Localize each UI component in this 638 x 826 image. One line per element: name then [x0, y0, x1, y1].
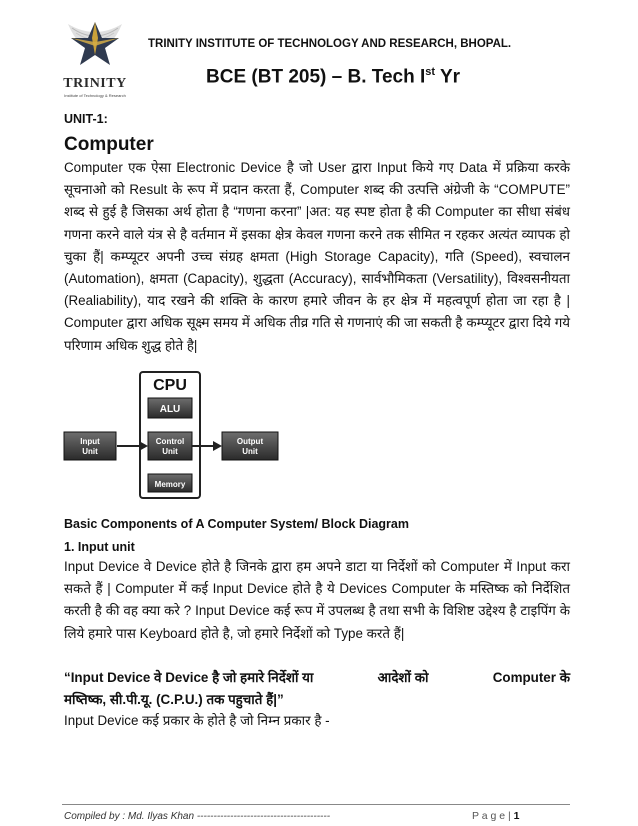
input-unit-paragraph: Input Device वे Device होते है जिनके द्वारा हम अपने डाटा या निर्देशों को Computer में Input करा सकते हैं | Computer में कई Input Device होते है ये Devices Computer के मस्तिष्क को निर्देशित करती है की वह क्या करे ? Input Device कई रूप में उपलब्ध है तथा सभी के विशिष्ट उद्देश्य है टाइपिंग के लिये हमारे पास Keyboard होते है, जो हमारे निर्देशों को Type करते हैं|	[64, 559, 570, 641]
footer-divider	[62, 804, 570, 805]
section-title: Computer	[64, 134, 154, 155]
course-title-main: BCE (BT 205) – B. Tech I	[206, 66, 426, 88]
input-unit-heading: 1. Input unit	[64, 540, 135, 554]
logo-wordmark: TRINITY	[63, 76, 127, 91]
star-emblem-icon	[62, 18, 128, 76]
intro-paragraph: Computer एक ऐसा Electronic Device है जो User द्वारा Input किये गए Data में प्रक्रिया करके सूचनाओ को Result के रूप में प्रदान करता हैं, Computer शब्द की उत्पत्ति अंग्रेजी के “COMPUTE” शब्द से हुई है जिसका अर्थ होता है “गणना करना” |अत: यह स्पष्ट होता है की Computer का सीधा संबंध गणना करने वाले यंत्र से है वर्तमान में इसका क्षेत्र केवल गणना करने तक सीमित न रहकर अत्यंत व्यापक हो चुका हैं| कम्प्यूटर अपनी उच्च संग्रह क्षमता (High Storage Capacity), गति (Speed), स्वचालन (Automation), क्षमता (Capacity), शुद्धता (Accuracy), सार्वभौमिकता (Versatility), विश्वसनीयता (Realiability), याद रखने की शक्ति के कारण हमारे जीवन के हर क्षेत्र में महत्वपूर्ण होता जा रहा है | Computer द्वारा अधिक सूक्ष्म समय में अधिक तीव्र गति से गणनाएं की जा सकती है कम्प्यूटर द्वारा दिये गये परिणाम अधिक शुद्ध होते है|	[64, 160, 570, 353]
input-types-intro: Input Device कई प्रकार के होते है जो निम्न प्रकार है -	[64, 713, 330, 728]
quote-part-3: Computer के	[492, 670, 570, 685]
logo-tagline: Institute of Technology & Research	[64, 93, 126, 98]
cpu-block-diagram	[62, 370, 282, 510]
course-title	[206, 66, 460, 88]
page-number: 1	[513, 810, 520, 822]
control-unit-label-2: Unit	[162, 447, 178, 456]
trinity-logo	[62, 18, 128, 104]
quote-line-2: मष्तिष्क, सी.पी.यू. (C.P.U.) तक पहुचाते हैं|”	[64, 692, 284, 708]
output-unit-label-2: Unit	[242, 447, 258, 456]
alu-label: ALU	[159, 404, 181, 415]
definition-quote	[64, 667, 570, 711]
cpu-label: CPU	[153, 377, 187, 394]
footer-compiled-by: Compiled by : Md. Ilyas Khan ----------------------------------------	[64, 811, 331, 822]
footer-page-number	[472, 810, 520, 822]
control-unit-label-1: Control	[155, 437, 185, 446]
course-title-suffix: Yr	[435, 66, 461, 88]
course-title-sup: st	[425, 66, 436, 78]
memory-label: Memory	[154, 480, 186, 489]
institute-name: TRINITY INSTITUTE OF TECHNOLOGY AND RESEARCH, BHOPAL.	[148, 38, 512, 50]
output-unit-label-1: Output	[236, 437, 264, 446]
input-unit-label-1: Input	[80, 437, 100, 446]
arrowhead-output-icon	[213, 441, 222, 451]
quote-part-2: आदेशों को	[377, 670, 429, 685]
unit-label: UNIT-1:	[64, 112, 108, 126]
page-word: P a g e |	[472, 810, 511, 822]
block-diagram-heading: Basic Components of A Computer System/ Block Diagram	[64, 517, 409, 531]
quote-line-1	[64, 667, 570, 689]
input-unit-label-2: Unit	[82, 447, 98, 456]
quote-part-1: “Input Device वे Device है जो हमारे निर्देशों या	[64, 670, 314, 685]
